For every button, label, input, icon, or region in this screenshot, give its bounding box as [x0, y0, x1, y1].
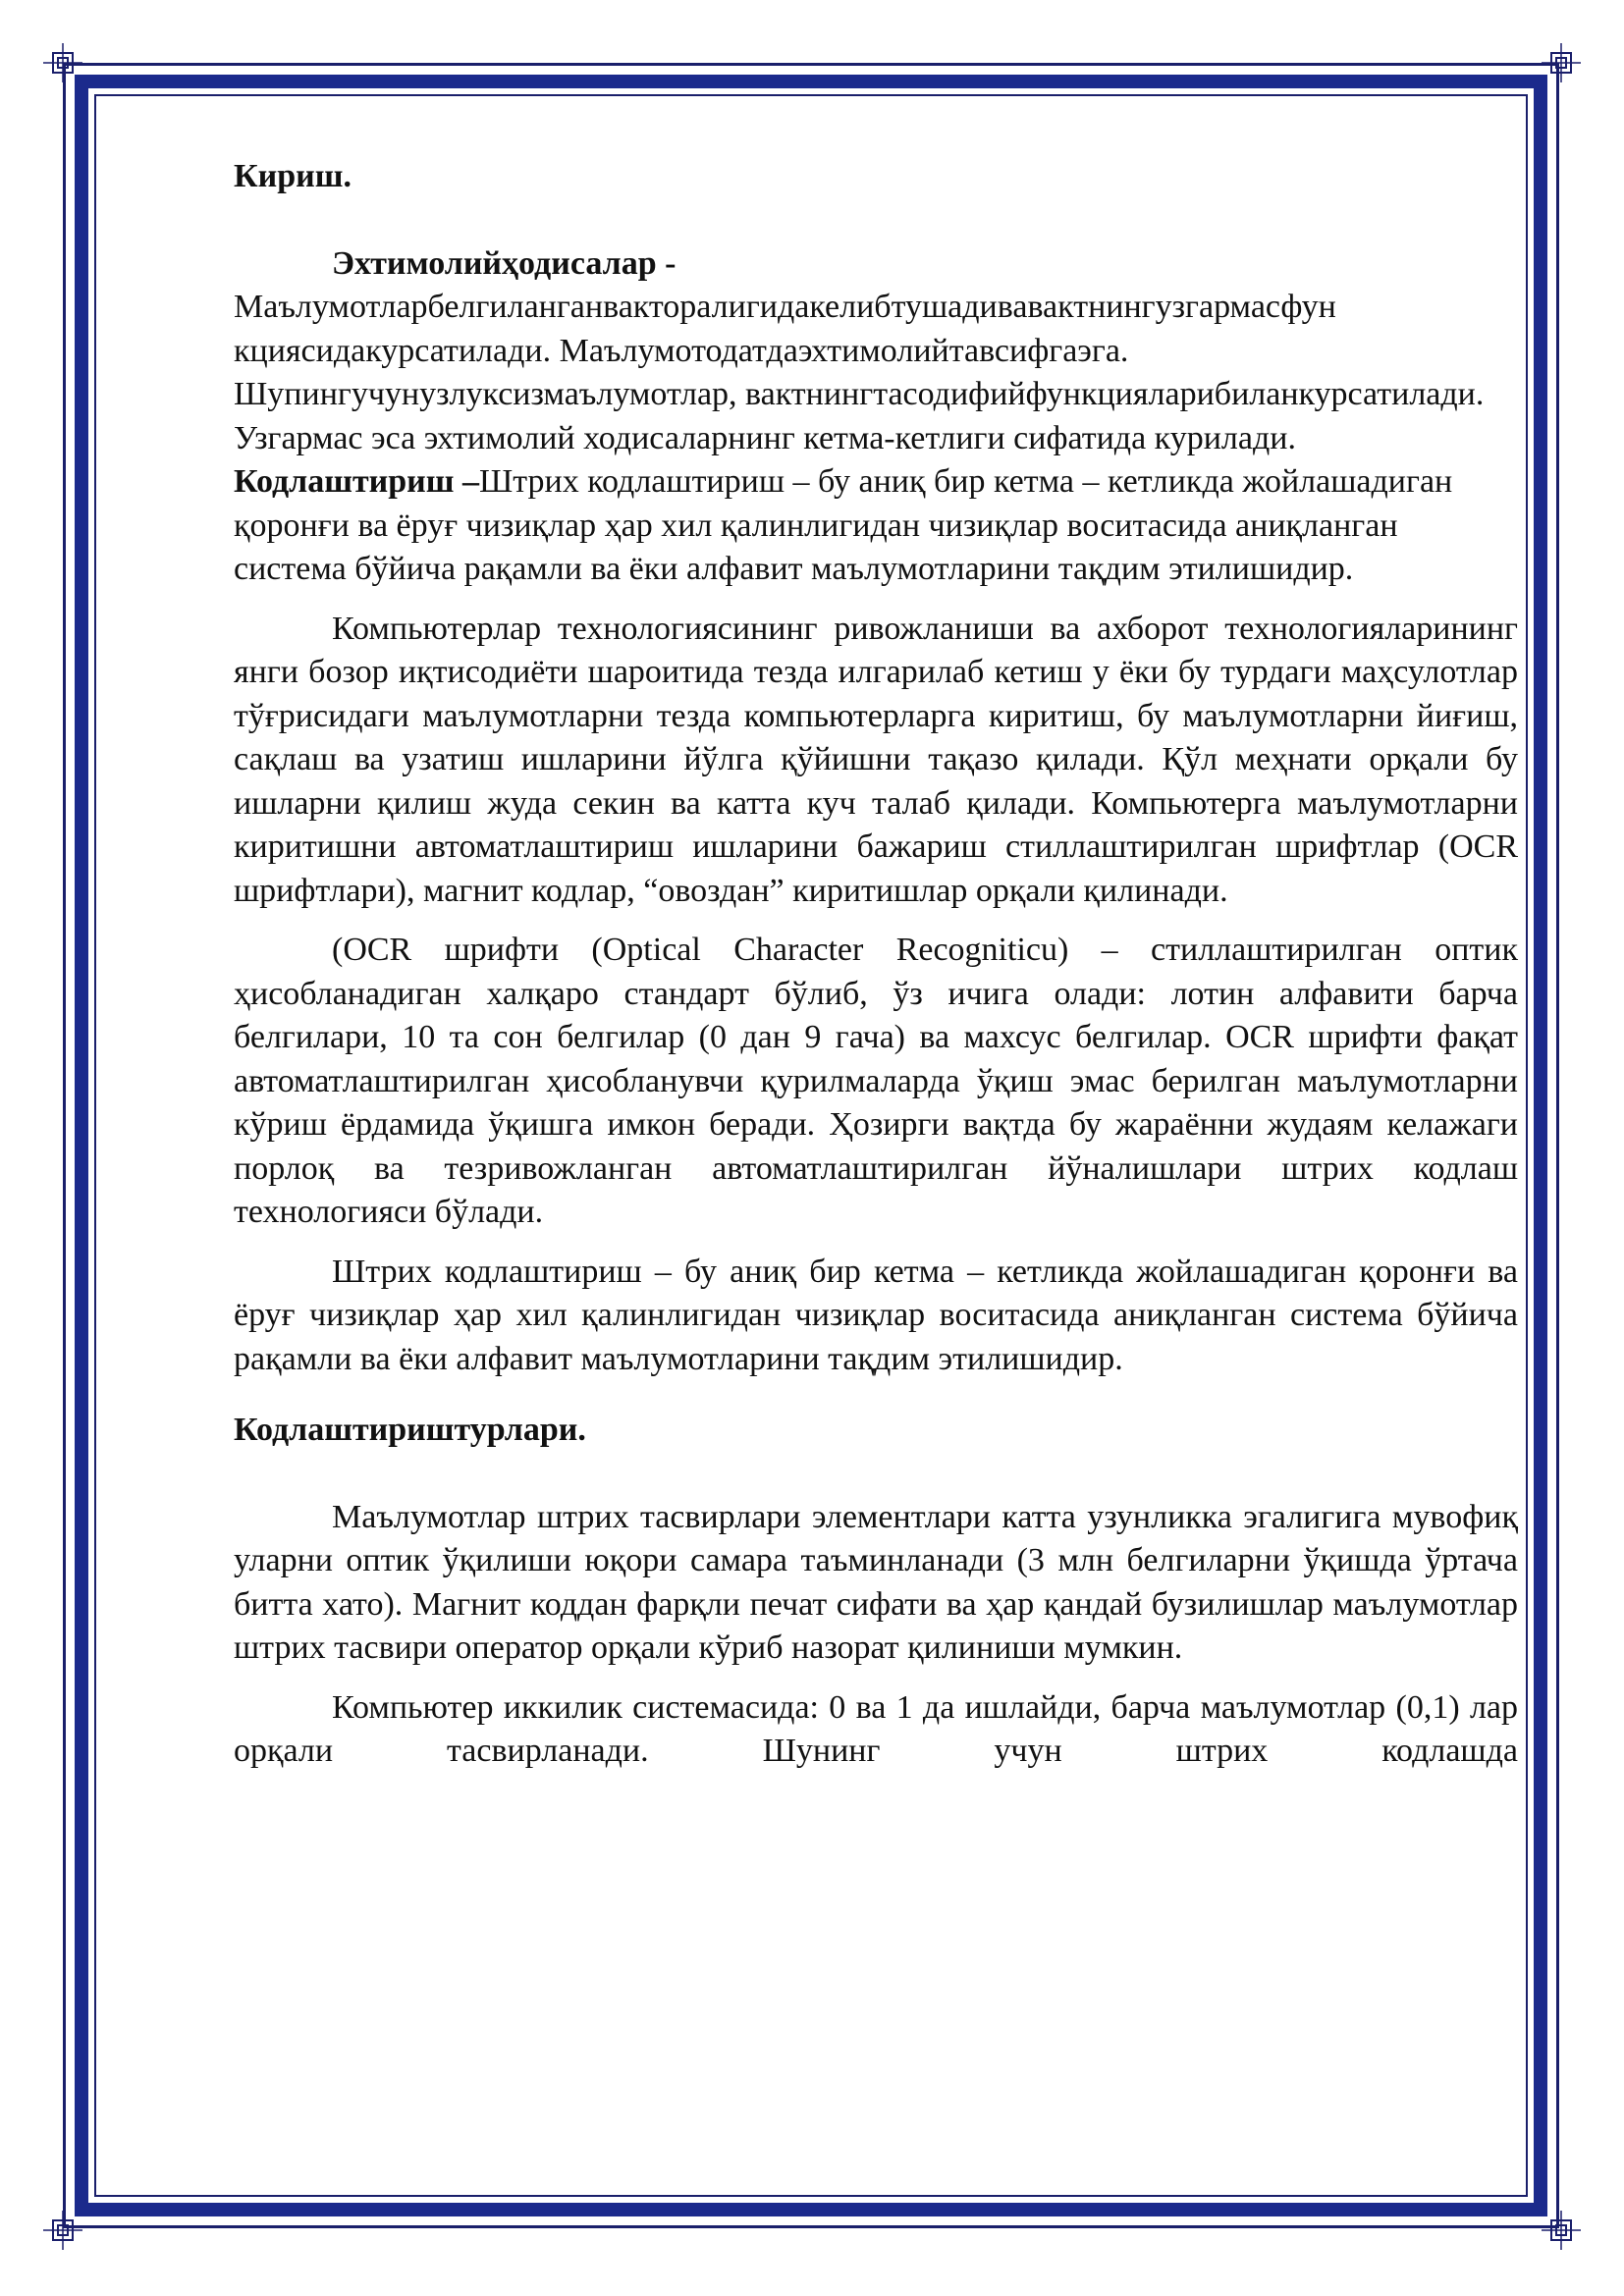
paragraph-3: (OCR шрифти (Optical Character Recogniticu) – стиллаштирилган оптик ҳисобланадиган халқаро стандарт бўлиб, ўз ичига олади: лотин алфавити барча белгилари, 10 та сон белгилар (0 дан 9 гача) ва махсус белгилар. OCR шрифти фақат автоматлаштирилган ҳисобланувчи қурилмаларда ўқиш эмас берилган маълумотларни кўриш ёрдамида ўқишга имкон беради. Ҳозирги вақтда бу жараённи жудаям келажаги порлоқ ва тезривожланган автоматлаштирилган йўналишлари штрих кодлаш технологияси бўлади.: [234, 932, 1518, 1230]
paragraph-6: Компьютер иккилик системасида: 0 ва 1 да ишлайди, барча маълумотлар (0,1) лар орқали тасвирланади. Шунинг учун штрих кодлашда: [234, 1688, 1518, 1769]
corner-ornament-icon: [1542, 2211, 1581, 2250]
paragraph-2: Компьютерлар технологиясининг ривожланиши ва ахборот технологияларининг янги бозор иқтисодиёти шароитида тезда илгарилаб кетиш у ёки бу турдаги маҳсулотлар тўғрисидаги маълумотларни тезда компьютерларга киритиш, бу маълумотларни йиғиш, сақлаш ва узатиш ишларини йўлга қўйишни тақазо қилади. Қўл меҳнати орқали бу ишларни қилиш жуда секин ва катта куч талаб қилади. Компьютерга маълумотларни киритишни автоматлаштириш ишларини бажариш стиллаштирилган шрифтлар (OCR шрифтлари), магнит кодлар, “овоздан” киритишлар орқали қилинади.: [234, 610, 1518, 909]
paragraph-1-text-a: Маълумотларбелгиланганвакторалигидакелибтушадивавактнингузгармасфун кциясидакурсатилади. Маълумотодатдаэхтимолийтавсифгаэга. Шупингучунузлуксизмаълумотлар, вактнингтасодифийфункцияларибиланкурсатилади. Узгармас эса эхтимолий ходисаларнинг кетма-кетлиги сифатида курилади.: [234, 289, 1485, 456]
term-coding: Кодлаштириш –: [234, 463, 479, 500]
paragraph-1-text-b: Штрих кодлаштириш – бу аниқ бир кетма – кетликда жойлашадиган қоронғи ва ёруғ чизиқлар ҳар хил қалинлигидан чизиқлар воситасида аниқланган система бўйича рақамли ва ёки алфавит маълумотларини тақдим этилишидир.: [234, 463, 1453, 587]
paragraph-1: [234, 286, 1518, 592]
corner-ornament-icon: [43, 43, 82, 82]
paragraph-1-lead: [234, 242, 1518, 287]
corner-ornament-icon: [43, 2211, 82, 2250]
lead-dash: -: [656, 244, 677, 282]
term-probabilistic-events: Эхтимолийҳодисалар: [332, 244, 657, 282]
paragraph-4: Штрих кодлаштириш – бу аниқ бир кетма – кетликда жойлашадиган қоронғи ва ёруғ чизиқлар ҳар хил қалинлигидан чизиқлар воситасида аниқланган система бўйича рақамли ва ёки алфавит маълумотларини тақдим этилишидир.: [234, 1253, 1518, 1377]
document-body: [234, 155, 1518, 1774]
section-heading-coding-types: Кодлаштириштурлари.: [234, 1412, 586, 1448]
section-heading-intro: Кириш.: [234, 158, 352, 194]
paragraph-5: Маълумотлар штрих тасвирлари элементлари катта узунликка эгалигига мувофиқ уларни оптик ўқилиши юқори самара таъминланади (3 млн белгиларни ўқишда ўртача битта хато). Магнит коддан фарқли печат сифати ва ҳар қандай бузилишлар маълумотлар штрих тасвири оператор орқали кўриб назорат қилиниши мумкин.: [234, 1498, 1518, 1666]
corner-ornament-icon: [1542, 43, 1581, 82]
